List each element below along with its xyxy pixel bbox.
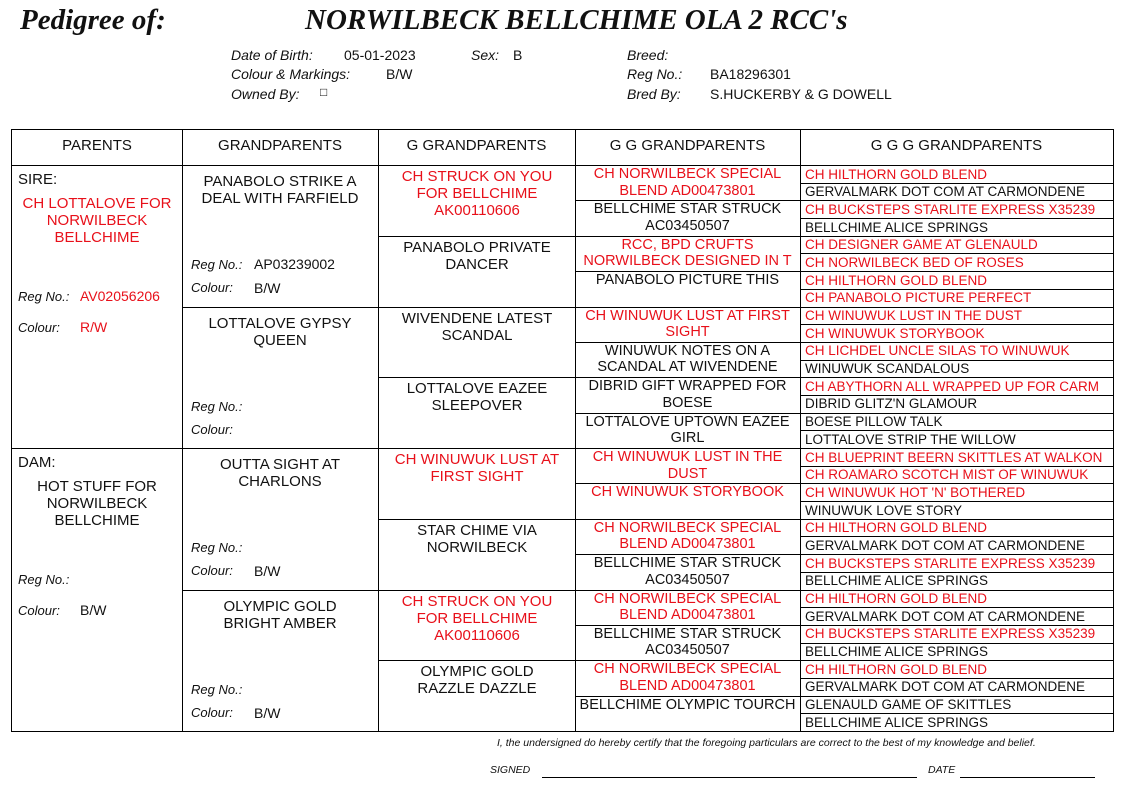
dob-value: 05-01-2023 (344, 47, 416, 63)
gg-grandparent-name: CH WINUWUK LUST AT FIRST SIGHT (585, 307, 790, 340)
breed-label: Breed: (627, 47, 669, 63)
row-divider (378, 448, 575, 449)
ggg-grandparent-name: CH BUCKSTEPS STARLITE EXPRESS X35239 (805, 201, 1096, 217)
great-grandparent-name: CH STRUCK ON YOU FOR BELLCHIME AK00110606 (401, 168, 553, 219)
certification-text: I, the undersigned do hereby certify that the foregoing particulars are correct to the best of my knowledge and belief. (497, 737, 1036, 749)
sire-name: CH LOTTALOVE FOR NORWILBECK BELLCHIME (22, 195, 172, 246)
grandparent-colour-value: B/W (254, 704, 281, 721)
grandparent-name: LOTTALOVE GYPSY QUEEN (208, 314, 352, 349)
column-divider (378, 130, 379, 731)
gg-grandparent-name: CH NORWILBECK SPECIAL BLEND AD00473801 (593, 590, 782, 623)
sire-label: SIRE: (18, 171, 58, 188)
ggg-grandparent-name: GERVALMARK DOT COM AT CARMONDENE (805, 608, 1086, 624)
great-grandparent-name: STAR CHIME VIA NORWILBECK (417, 521, 537, 556)
gg-grandparent-name: CH NORWILBECK SPECIAL BLEND AD00473801 (593, 519, 782, 553)
gg-grandparent-name: PANABOLO PICTURE THIS (595, 272, 780, 289)
ggg-grandparent-name: CH ABYTHORN ALL WRAPPED UP FOR CARM (805, 378, 1100, 394)
column-header: G GRANDPARENTS (406, 137, 547, 154)
grandparent-name: OUTTA SIGHT AT CHARLONS (219, 456, 340, 490)
great-grandparent-name: OLYMPIC GOLD RAZZLE DAZZLE (417, 663, 537, 698)
dam-colour-value: B/W (80, 602, 107, 618)
sex-value: B (513, 47, 523, 63)
row-divider (378, 660, 575, 661)
gg-grandparent-name: BELLCHIME OLYMPIC TOURCH (579, 696, 796, 713)
great-grandparent-name: WIVENDENE LATEST SCANDAL (401, 309, 553, 344)
great-grandparent-name: LOTTALOVE EAZEE SLEEPOVER (406, 380, 548, 415)
row-divider (12, 448, 182, 449)
grandparent-colour-label: Colour: (191, 563, 233, 578)
ggg-grandparent-name: CH HILTHORN GOLD BLEND (805, 272, 988, 288)
colour-markings-label: Colour & Markings: (231, 66, 351, 82)
ggg-grandparent-name: CH WINUWUK HOT 'N' BOTHERED (805, 484, 1026, 500)
ggg-grandparent-name: CH NORWILBECK BED OF ROSES (805, 254, 1024, 270)
gg-grandparent-name: CH WINUWUK STORYBOOK (591, 484, 784, 501)
signature-line (542, 777, 917, 778)
great-grandparent-name: CH STRUCK ON YOU FOR BELLCHIME AK00110606 (401, 592, 553, 644)
dam-name: HOT STUFF FOR NORWILBECK BELLCHIME (37, 478, 157, 529)
grandparent-reg-label: Reg No.: (191, 398, 243, 414)
grandparent-colour-label: Colour: (191, 421, 233, 437)
ggg-grandparent-name: CH HILTHORN GOLD BLEND (805, 591, 988, 606)
ggg-grandparent-name: GERVALMARK DOT COM AT CARMONDENE (805, 679, 1086, 695)
bred-by-label: Bred By: (627, 86, 681, 102)
grandparent-colour-value: B/W (254, 563, 281, 579)
dam-label: DAM: (18, 454, 56, 471)
gg-grandparent-name: DIBRID GIFT WRAPPED FOR BOESE (588, 378, 787, 411)
ggg-grandparent-name: WINUWUK LOVE STORY (805, 502, 963, 518)
grandparent-name: OLYMPIC GOLD BRIGHT AMBER (223, 597, 337, 632)
grandparent-reg-label: Reg No.: (191, 540, 243, 555)
dam-reg-label: Reg No.: (18, 572, 70, 587)
grandparent-colour-label: Colour: (191, 704, 233, 720)
pedigree-label: Pedigree of: (20, 4, 166, 36)
ggg-grandparent-name: WINUWUK SCANDALOUS (805, 361, 970, 377)
ggg-grandparent-name: BOESE PILLOW TALK (805, 414, 943, 430)
sire-colour-label: Colour: (18, 320, 60, 335)
gg-grandparent-name: BELLCHIME STAR STRUCK AC03450507 (593, 201, 782, 234)
sire-reg-label: Reg No.: (18, 289, 70, 304)
ggg-grandparent-name: CH HILTHORN GOLD BLEND (805, 661, 988, 677)
grandparent-colour-value: B/W (254, 280, 281, 296)
column-header: GRANDPARENTS (218, 137, 342, 154)
ggg-grandparent-name: BELLCHIME ALICE SPRINGS (805, 644, 989, 660)
ggg-grandparent-name: GERVALMARK DOT COM AT CARMONDENE (805, 184, 1086, 200)
row-divider (378, 590, 575, 591)
ggg-grandparent-name: DIBRID GLITZ'N GLAMOUR (805, 396, 978, 412)
grandparent-reg-label: Reg No.: (191, 681, 243, 697)
row-divider (378, 377, 575, 378)
row-divider (182, 590, 378, 591)
column-header: G G GRANDPARENTS (609, 137, 766, 154)
ggg-grandparent-name: CH BLUEPRINT BEERN SKITTLES AT WALKON (805, 449, 1103, 465)
pedigree-table (11, 129, 1114, 732)
colour-markings-value: B/W (386, 66, 413, 82)
gg-grandparent-name: CH NORWILBECK SPECIAL BLEND AD00473801 (593, 166, 782, 199)
row-divider (182, 307, 378, 308)
gg-grandparent-name: BELLCHIME STAR STRUCK AC03450507 (593, 625, 782, 659)
grandparent-reg-value: AP03239002 (254, 256, 335, 272)
sex-label: Sex: (471, 47, 500, 63)
ggg-grandparent-name: CH BUCKSTEPS STARLITE EXPRESS X35239 (805, 626, 1096, 642)
ggg-grandparent-name: CH BUCKSTEPS STARLITE EXPRESS X35239 (805, 555, 1096, 571)
column-header: PARENTS (62, 137, 132, 154)
gg-grandparent-name: CH NORWILBECK SPECIAL BLEND AD00473801 (593, 661, 782, 694)
reg-no-value: BA18296301 (710, 66, 791, 82)
ggg-grandparent-name: CH WINUWUK STORYBOOK (805, 325, 985, 341)
ggg-grandparent-name: CH HILTHORN GOLD BLEND (805, 166, 988, 182)
sire-colour-value: R/W (80, 319, 108, 335)
ggg-grandparent-name: CH WINUWUK LUST IN THE DUST (805, 308, 1023, 323)
ggg-grandparent-name: BELLCHIME ALICE SPRINGS (805, 714, 989, 730)
ggg-grandparent-name: LOTTALOVE STRIP THE WILLOW (805, 431, 1016, 447)
ggg-grandparent-name: CH DESIGNER GAME AT GLENAULD (805, 237, 1038, 253)
great-grandparent-name: PANABOLO PRIVATE DANCER (403, 238, 551, 273)
gg-grandparent-name: WINUWUK NOTES ON A SCANDAL AT WIVENDENE (597, 342, 778, 376)
row-divider (378, 236, 575, 237)
column-header: G G G GRANDPARENTS (870, 137, 1043, 154)
row-divider (378, 307, 575, 308)
ggg-grandparent-name: CH LICHDEL UNCLE SILAS TO WINUWUK (805, 343, 1070, 359)
gg-grandparent-name: CH WINUWUK LUST IN THE DUST (592, 449, 783, 482)
ggg-grandparent-name: GLENAULD GAME OF SKITTLES (805, 697, 1012, 713)
date-line (960, 777, 1095, 778)
row-divider (378, 519, 575, 520)
grandparent-name: PANABOLO STRIKE A DEAL WITH FARFIELD (201, 173, 359, 207)
gg-grandparent-name: BELLCHIME STAR STRUCK AC03450507 (593, 555, 782, 588)
great-grandparent-name: CH WINUWUK LUST AT FIRST SIGHT (394, 451, 560, 485)
sire-reg-value: AV02056206 (80, 288, 160, 304)
grandparent-colour-label: Colour: (191, 280, 233, 295)
dob-label: Date of Birth: (231, 47, 313, 63)
dam-colour-label: Colour: (18, 603, 60, 618)
ggg-grandparent-name: CH HILTHORN GOLD BLEND (805, 520, 988, 536)
bred-by-value: S.HUCKERBY & G DOWELL (710, 86, 892, 102)
grandparent-reg-label: Reg No.: (191, 257, 243, 272)
signed-label: SIGNED (490, 764, 531, 776)
owned-by-label: Owned By: (231, 86, 300, 102)
ggg-grandparent-name: GERVALMARK DOT COM AT CARMONDENE (805, 537, 1086, 553)
ggg-grandparent-name: CH PANABOLO PICTURE PERFECT (805, 290, 1032, 306)
owned-by-value: □ (320, 85, 328, 99)
ggg-grandparent-name: BELLCHIME ALICE SPRINGS (805, 219, 989, 235)
dog-name-title: NORWILBECK BELLCHIME OLA 2 RCC's (305, 4, 848, 36)
gg-grandparent-name: LOTTALOVE UPTOWN EAZEE GIRL (585, 413, 790, 447)
ggg-grandparent-name: BELLCHIME ALICE SPRINGS (805, 573, 989, 589)
gg-grandparent-name: RCC, BPD CRUFTS NORWILBECK DESIGNED IN T (583, 236, 792, 270)
date-label: DATE (928, 764, 956, 776)
column-divider (182, 130, 183, 731)
row-divider (182, 448, 378, 449)
ggg-grandparent-name: CH ROAMARO SCOTCH MIST OF WINUWUK (805, 467, 1089, 483)
reg-no-label: Reg No.: (627, 66, 683, 82)
